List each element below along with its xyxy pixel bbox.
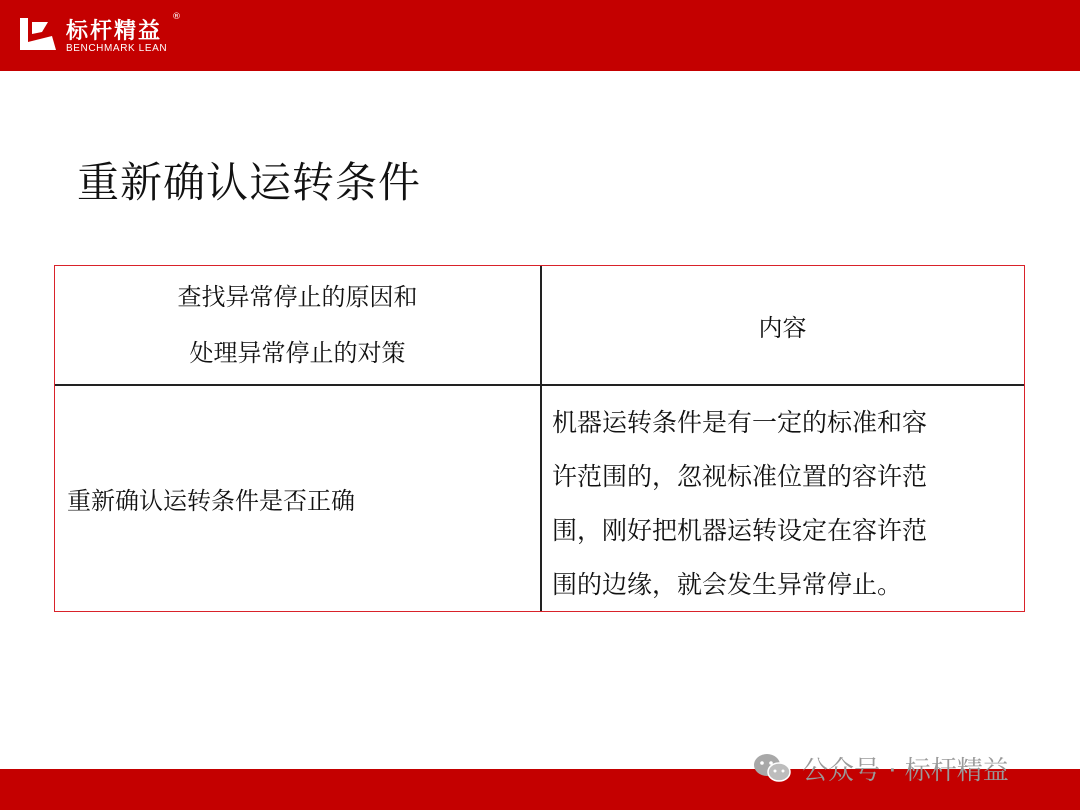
body-cell-right (552, 396, 1014, 612)
header-cell-left (55, 266, 540, 384)
row-left-text: 重新确认运转条件是否正确 (67, 487, 355, 515)
row-right-line-3: 围，刚好把机器运转设定在容许范 (552, 516, 928, 545)
logo-mark-icon (18, 16, 58, 52)
top-banner (0, 0, 1080, 71)
wechat-icon (752, 752, 792, 784)
registered-mark: ® (172, 12, 181, 22)
header-right-text: 内容 (758, 313, 807, 342)
page-title: 重新确认运转条件 (77, 158, 422, 207)
row-right-line-1: 机器运转条件是有一定的标准和容 (552, 408, 928, 437)
header-cell-right (541, 266, 1024, 384)
row-right-line-2: 许范围的，忽视标准位置的容许范 (552, 462, 928, 491)
row-right-line-4: 围的边缘，就会发生异常停止。 (552, 570, 903, 599)
content-table (54, 265, 1025, 612)
wechat-watermark (752, 746, 1009, 790)
body-cell-left (67, 386, 537, 611)
header-left-line-2: 处理异常停止的对策 (189, 339, 406, 367)
logo-chinese-text: 标杆精益 (66, 19, 163, 44)
watermark-text: 公众号 · 标杆精益 (802, 755, 1009, 786)
logo-english-text: BENCHMARK LEAN (66, 43, 168, 54)
header-left-line-1: 查找异常停止的原因和 (177, 283, 418, 311)
benchmark-lean-logo (18, 14, 188, 58)
